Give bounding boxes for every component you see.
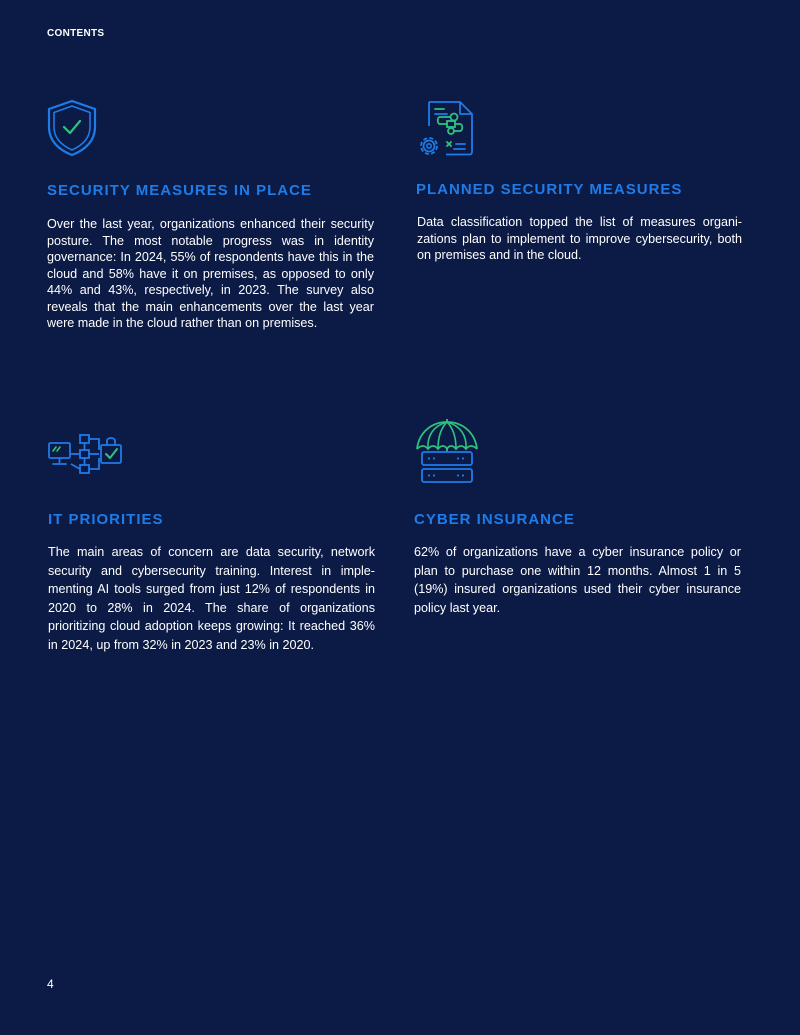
section-body: Data classification topped the list of measures organi-zations plan to implement to improve cybersecurity, both on premises and in the cloud. — [417, 215, 742, 262]
section-planned-measures — [400, 0, 800, 400]
section-cyber-insurance — [400, 400, 800, 800]
shield-check-icon — [46, 99, 98, 157]
document-workflow-gear-icon — [416, 100, 476, 160]
section-security-measures — [0, 0, 400, 400]
page-number: 4 — [47, 977, 54, 991]
contents-link[interactable]: CONTENTS — [47, 28, 105, 39]
section-title: CYBER INSURANCE — [414, 511, 575, 528]
section-title: PLANNED SECURITY MEASURES — [416, 181, 683, 198]
network-lock-icon — [47, 432, 125, 480]
section-it-priorities — [0, 400, 400, 800]
section-title: IT PRIORITIES — [48, 511, 164, 528]
section-body: 62% of organizations have a cyber insurance policy or plan to purchase one within 12 months. Almost 1 in 5 (19%) insured organizations used their cyber insurance policy last year. — [414, 545, 741, 615]
section-body: The main areas of concern are data security, network security and cybersecurity training. Interest in imple-menting AI tools surged from just 12% of respondents in 2020 to 28% in 2024. The share of organizations prioritizing cloud adoption keeps growing: It reached 36% in 2024, up from 32% in 2023 and 23% in 2020. — [48, 545, 375, 652]
umbrella-server-icon — [414, 418, 480, 486]
section-body: Over the last year, organizations enhanced their security posture. The most notable progress was in identity governance: In 2024, 55% of respondents have this in the cloud and 58% have it on premises, as opposed to only 44% and 43%, respectively, in 2023. The survey also reveals that the main enhancements over the last year were made in the cloud rather than on premises. — [47, 217, 374, 330]
section-title: SECURITY MEASURES IN PLACE — [47, 182, 312, 199]
